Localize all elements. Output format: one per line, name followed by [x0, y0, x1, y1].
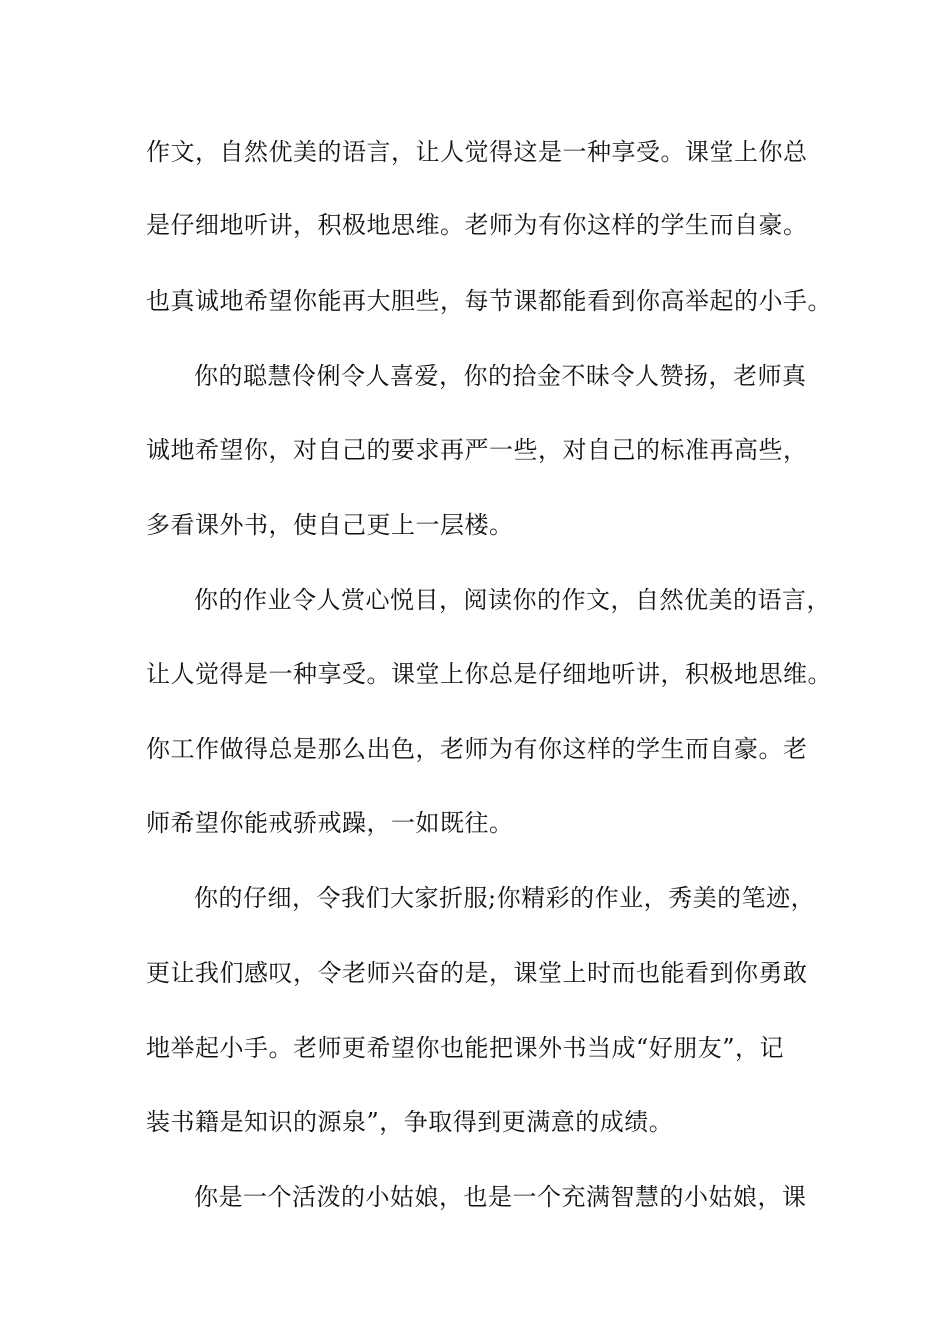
text-line: 让人觉得是一种享受。课堂上你总是仔细地听讲，积极地思维。 — [146, 660, 832, 688]
text-line: 装书籍是知识的源泉”，争取得到更满意的成绩。 — [146, 1108, 674, 1136]
text-line: 地举起小手。老师更希望你也能把课外书当成“好朋友”，记 — [146, 1034, 785, 1062]
paragraph-first-line: 你的聪慧伶俐令人喜爱，你的拾金不昧令人赞扬，老师真 — [194, 362, 807, 390]
text-line: 是仔细地听讲，积极地思维。老师为有你这样的学生而自豪。 — [146, 211, 808, 239]
text-line: 诚地希望你，对自己的要求再严一些，对自己的标准再高些， — [146, 436, 808, 464]
text-line: 师希望你能戒骄戒躁，一如既往。 — [146, 809, 514, 837]
text-line: 多看课外书，使自己更上一层楼。 — [146, 511, 514, 539]
text-line: 也真诚地希望你能再大胆些，每节课都能看到你高举起的小手。 — [146, 287, 832, 315]
text-line: 作文，自然优美的语言，让人觉得这是一种享受。课堂上你总 — [146, 138, 808, 166]
text-line: 你工作做得总是那么出色，老师为有你这样的学生而自豪。老 — [146, 735, 808, 763]
text-line: 更让我们感叹，令老师兴奋的是，课堂上时而也能看到你勇敢 — [146, 959, 808, 987]
paragraph-first-line: 你的仔细，令我们大家折服;你精彩的作业，秀美的笔迹， — [194, 884, 816, 912]
paragraph-first-line: 你是一个活泼的小姑娘，也是一个充满智慧的小姑娘，课 — [194, 1183, 807, 1211]
paragraph-first-line: 你的作业令人赏心悦目，阅读你的作文，自然优美的语言， — [194, 586, 831, 614]
